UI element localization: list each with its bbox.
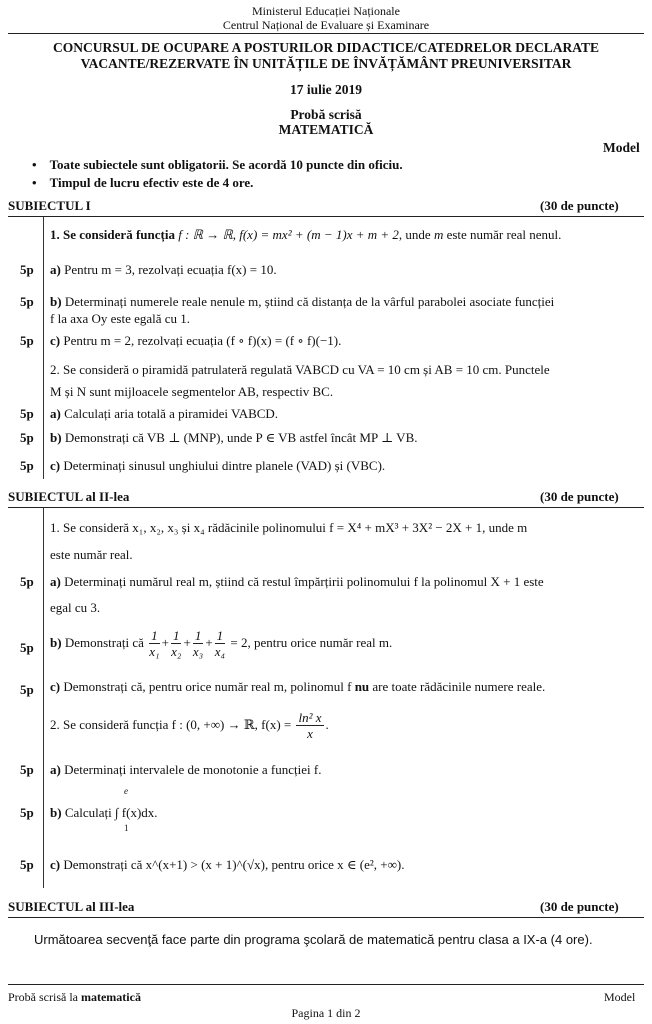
s1-q1b-text: Determinați numerele reale nenule m, știind că distanța de la vârful parabolei asociate funcției xyxy=(64,294,555,309)
s2-q2a-label: a) xyxy=(50,762,61,777)
s1-q1a xyxy=(50,262,635,278)
s2-q2b-integral: ∫ f(x)dx. xyxy=(115,805,158,820)
s2-q1c-bold: nu xyxy=(354,679,370,694)
s2-q1b-post: = 2, pentru orice număr real m. xyxy=(230,635,393,650)
s2-q1c-label: c) xyxy=(50,679,61,694)
s1-q1-intro-c: , unde xyxy=(398,227,431,242)
fraction-4 xyxy=(215,629,226,659)
fraction-3 xyxy=(193,629,204,659)
s2-q2b-points: 5p xyxy=(20,805,34,820)
s2-q1b: b) Demonstrați că $\frac{1}{\text{x₁}}$ + $\frac{1}{\text{x₂}}$ + $\frac{1}{\text{x₃}}$ + $\frac{1}{\text{x₄}}$ = 2, pentru orice număr real m. xyxy=(50,628,393,660)
s2-q1a-points: 5p xyxy=(20,574,34,589)
exam-title-line1: CONCURSUL DE OCUPARE A POSTURILOR DIDACTICE/CATEDRELOR DECLARATE xyxy=(52,40,600,55)
fraction-ln xyxy=(296,711,323,741)
s2-points-column-line xyxy=(43,508,44,888)
s2-q1a-text: Determinați numărul real m, știind că restul împărțirii polinomului f la polinomul X + 1 este xyxy=(64,574,544,589)
s1-q1-function: f : ℝ → ℝ, f(x) = mx² + (m − 1)x + m + 2 xyxy=(178,227,399,242)
fraction-2-den: x₂ xyxy=(171,644,182,660)
s1-q2-intro: 2. Se consideră o piramidă patrulateră regulată VABCD cu VA = 10 cm și AB = 10 cm. Punctele xyxy=(50,362,550,377)
s1-q1-intro-a: 1. Se consideră funcția xyxy=(50,227,175,242)
s1-q1a-points: 5p xyxy=(20,262,34,277)
s1-q1b-line2: f la axa Oy este egală cu 1. xyxy=(50,311,191,326)
s1-q1c-text: Pentru m = 2, rezolvați ecuația (f ∘ f)(x) = (f ∘ f)(−1). xyxy=(63,333,342,348)
s2-q2b xyxy=(50,805,635,821)
s1-q1c xyxy=(50,333,635,349)
s2-q1c xyxy=(50,679,635,695)
s1-q2b xyxy=(50,430,635,446)
s1-q2-intro2: M și N sunt mijloacele segmentelor AB, respectiv BC. xyxy=(50,384,334,399)
s1-q2a xyxy=(50,406,635,422)
s2-q2a-text: Determinați intervalele de monotonie a funcției f. xyxy=(64,762,322,777)
s1-top-line xyxy=(8,216,644,217)
s2-q1b-label: b) xyxy=(50,635,62,650)
fraction-2-num: 1 xyxy=(172,628,180,644)
fraction-1 xyxy=(149,629,160,659)
s2-q2-intro-post: . xyxy=(325,717,329,732)
s3-points: (30 de puncte) xyxy=(540,899,619,914)
s2-q2c-text: Demonstrați că x^(x+1) > (x + 1)^(√x), pentru orice x ∈ (e², +∞). xyxy=(63,857,405,872)
s1-q2c xyxy=(50,458,635,474)
s2-top-line xyxy=(8,507,644,508)
s1-q1-intro-e: este număr real nenul. xyxy=(446,227,562,242)
s2-q1a xyxy=(50,574,635,590)
footer-left xyxy=(8,990,141,1005)
fraction-1-num: 1 xyxy=(151,628,158,644)
s2-q1b-pre: Demonstrați că xyxy=(64,635,144,650)
fraction-3-den: x₃ xyxy=(192,644,204,660)
fraction-ln-den: x xyxy=(307,726,313,742)
s2-q1a-line2: egal cu 3. xyxy=(50,600,101,615)
s1-q2c-label: c) xyxy=(50,458,61,473)
s1-q1b xyxy=(50,294,635,310)
s1-q2a-text: Calculați aria totală a piramidei VABCD. xyxy=(64,406,279,421)
s1-q2c-points: 5p xyxy=(20,458,34,473)
s3-text: Următoarea secvenţă face parte din programa şcolară de matematică pentru clasa a IX-a (4 ore). xyxy=(34,932,593,947)
s1-q1b-label: b) xyxy=(50,294,62,309)
instruction-2: • Timpul de lucru efectiv este de 4 ore. xyxy=(32,175,254,190)
fraction-2 xyxy=(171,629,182,659)
s2-q2c xyxy=(50,857,635,873)
s2-q2a-points: 5p xyxy=(20,762,34,777)
s1-points: (30 de puncte) xyxy=(540,198,619,213)
header-divider xyxy=(8,33,644,34)
footer-right: Model xyxy=(604,990,636,1004)
exam-title-line2: VACANTE/REZERVATE ÎN UNITĂȚILE DE ÎNVĂȚĂMÂNT PREUNIVERSITAR xyxy=(80,56,572,71)
center-name: Centrul Național de Evaluare și Examinare xyxy=(222,18,430,32)
page-number: Pagina 1 din 2 xyxy=(291,1006,361,1020)
s3-title: SUBIECTUL al III-lea xyxy=(8,899,135,914)
s2-q1c-points: 5p xyxy=(20,682,34,697)
s2-q1b-points: 5p xyxy=(20,640,34,655)
s1-q1-param: m xyxy=(433,227,444,242)
s2-q2-intro-pre: 2. Se consideră funcția f : (0, +∞) → ℝ, f(x) = xyxy=(50,717,292,732)
s1-q2a-label: a) xyxy=(50,406,61,421)
s1-q1c-label: c) xyxy=(50,333,61,348)
s1-q2b-text: Demonstrați că VB ⊥ (MNP), unde P ∈ VB astfel încât MP ⊥ VB. xyxy=(64,430,418,445)
fraction-ln-num: ln² x xyxy=(298,710,322,726)
s1-q2b-points: 5p xyxy=(20,430,34,445)
s2-q2a xyxy=(50,762,635,778)
fraction-1-den: x₁ xyxy=(149,644,160,660)
s1-q2c-text: Determinați sinusul unghiului dintre planele (VAD) și (VBC). xyxy=(63,458,386,473)
model-label: Model xyxy=(603,140,640,155)
s1-title: SUBIECTUL I xyxy=(8,198,91,213)
s2-q2c-points: 5p xyxy=(20,857,34,872)
fraction-4-den: x₄ xyxy=(214,644,226,660)
s3-top-line xyxy=(8,917,644,918)
s2-q2b-text: Calculați xyxy=(64,805,112,820)
s1-q1a-text: Pentru m = 3, rezolvați ecuația f(x) = 10. xyxy=(64,262,277,277)
s2-title: SUBIECTUL al II-lea xyxy=(8,489,130,504)
s2-q1-intro2: este număr real. xyxy=(50,547,133,562)
fraction-4-num: 1 xyxy=(216,628,224,644)
exam-proba: Probă scrisă xyxy=(290,107,362,122)
s1-q1-intro xyxy=(50,227,635,243)
integral-lower-limit: 1 xyxy=(124,823,129,833)
s1-q1c-points: 5p xyxy=(20,333,34,348)
integral-upper-limit: e xyxy=(124,786,128,796)
s2-q2c-label: c) xyxy=(50,857,61,872)
ministry-name: Ministerul Educației Naționale xyxy=(252,4,400,18)
footer-left-a: Probă scrisă la xyxy=(8,990,78,1004)
s1-q2a-points: 5p xyxy=(20,406,34,421)
s2-q1-intro: 1. Se consideră x₁, x₂, x₃ și x₄ rădăcinile polinomului f = X⁴ + mX³ + 3X² − 2X + 1, unde m xyxy=(50,520,528,535)
s2-q1a-label: a) xyxy=(50,574,61,589)
footer-left-b: matematică xyxy=(80,990,141,1004)
instruction-1-text: Toate subiectele sunt obligatorii. Se acordă 10 puncte din oficiu. xyxy=(49,157,403,172)
footer-divider xyxy=(8,984,644,985)
s1-points-column-line xyxy=(43,217,44,479)
s2-q2-intro xyxy=(50,708,635,742)
s2-q1c-text-b: are toate rădăcinile numere reale. xyxy=(372,679,546,694)
s2-points: (30 de puncte) xyxy=(540,489,619,504)
s2-q2b-label: b) xyxy=(50,805,62,820)
instruction-2-text: Timpul de lucru efectiv este de 4 ore. xyxy=(49,175,254,190)
instruction-1: • Toate subiectele sunt obligatorii. Se acordă 10 puncte din oficiu. xyxy=(32,157,403,172)
s1-q2b-label: b) xyxy=(50,430,62,445)
exam-subject: MATEMATICĂ xyxy=(278,122,374,137)
s1-q1b-points: 5p xyxy=(20,294,34,309)
fraction-3-num: 1 xyxy=(194,628,202,644)
exam-date: 17 iulie 2019 xyxy=(289,82,362,97)
s1-q1a-label: a) xyxy=(50,262,61,277)
s2-q1c-text-a: Demonstrați că, pentru orice număr real m, polinomul f xyxy=(63,679,352,694)
